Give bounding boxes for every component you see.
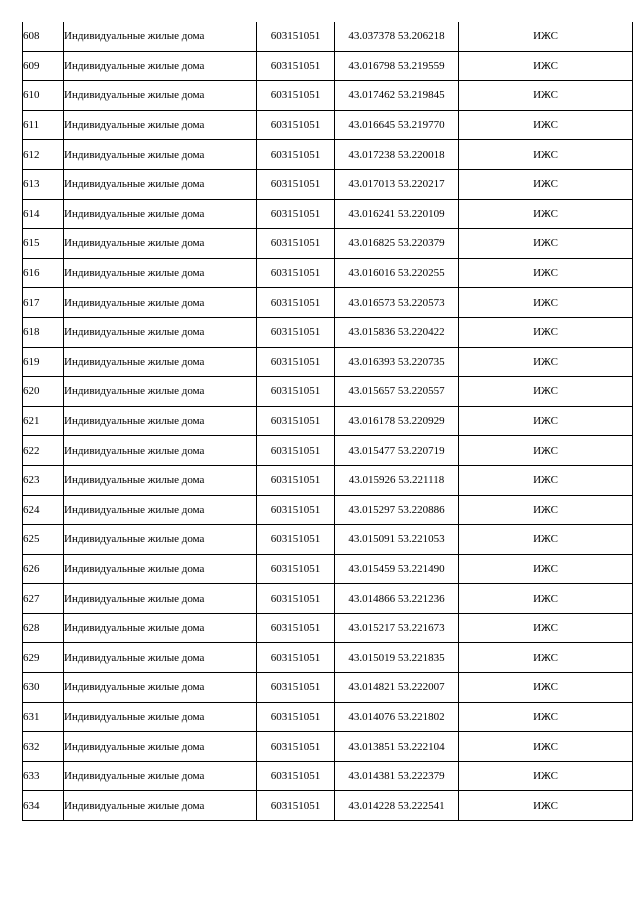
object-type-cell: Индивидуальные жилые дома	[64, 169, 257, 199]
object-type-cell: Индивидуальные жилые дома	[64, 584, 257, 614]
object-type-cell: Индивидуальные жилые дома	[64, 643, 257, 673]
code-cell: 603151051	[257, 613, 335, 643]
object-type-cell: Индивидуальные жилые дома	[64, 22, 257, 51]
category-cell: ИЖС	[459, 110, 633, 140]
row-number-cell: 628	[23, 613, 64, 643]
table-row	[23, 199, 633, 229]
coordinates-cell: 43.015459 53.221490	[335, 554, 459, 584]
coordinates-cell: 43.015657 53.220557	[335, 377, 459, 407]
coordinates-cell: 43.017462 53.219845	[335, 81, 459, 111]
code-cell: 603151051	[257, 317, 335, 347]
row-number-cell: 625	[23, 525, 64, 555]
object-type-cell: Индивидуальные жилые дома	[64, 791, 257, 821]
row-number-cell: 633	[23, 761, 64, 791]
category-cell: ИЖС	[459, 406, 633, 436]
row-number-cell: 614	[23, 199, 64, 229]
table-row	[23, 110, 633, 140]
coordinates-cell: 43.016825 53.220379	[335, 229, 459, 259]
category-cell: ИЖС	[459, 51, 633, 81]
code-cell: 603151051	[257, 140, 335, 170]
registry-table-body	[23, 22, 633, 821]
object-type-cell: Индивидуальные жилые дома	[64, 377, 257, 407]
coordinates-cell: 43.016016 53.220255	[335, 258, 459, 288]
row-number-cell: 619	[23, 347, 64, 377]
code-cell: 603151051	[257, 525, 335, 555]
row-number-cell: 627	[23, 584, 64, 614]
row-number-cell: 623	[23, 465, 64, 495]
code-cell: 603151051	[257, 169, 335, 199]
row-number-cell: 613	[23, 169, 64, 199]
code-cell: 603151051	[257, 702, 335, 732]
object-type-cell: Индивидуальные жилые дома	[64, 525, 257, 555]
row-number-cell: 616	[23, 258, 64, 288]
category-cell: ИЖС	[459, 169, 633, 199]
object-type-cell: Индивидуальные жилые дома	[64, 81, 257, 111]
object-type-cell: Индивидуальные жилые дома	[64, 702, 257, 732]
coordinates-cell: 43.015217 53.221673	[335, 613, 459, 643]
coordinates-cell: 43.017013 53.220217	[335, 169, 459, 199]
object-type-cell: Индивидуальные жилые дома	[64, 673, 257, 703]
row-number-cell: 626	[23, 554, 64, 584]
code-cell: 603151051	[257, 436, 335, 466]
object-type-cell: Индивидуальные жилые дома	[64, 347, 257, 377]
table-row	[23, 436, 633, 466]
object-type-cell: Индивидуальные жилые дома	[64, 761, 257, 791]
coordinates-cell: 43.015019 53.221835	[335, 643, 459, 673]
category-cell: ИЖС	[459, 140, 633, 170]
table-row	[23, 406, 633, 436]
category-cell: ИЖС	[459, 584, 633, 614]
row-number-cell: 615	[23, 229, 64, 259]
table-row	[23, 613, 633, 643]
row-number-cell: 622	[23, 436, 64, 466]
row-number-cell: 624	[23, 495, 64, 525]
object-type-cell: Индивидуальные жилые дома	[64, 554, 257, 584]
row-number-cell: 632	[23, 732, 64, 762]
category-cell: ИЖС	[459, 643, 633, 673]
table-row	[23, 791, 633, 821]
code-cell: 603151051	[257, 495, 335, 525]
object-type-cell: Индивидуальные жилые дома	[64, 732, 257, 762]
code-cell: 603151051	[257, 199, 335, 229]
object-type-cell: Индивидуальные жилые дома	[64, 495, 257, 525]
table-row	[23, 288, 633, 318]
category-cell: ИЖС	[459, 22, 633, 51]
category-cell: ИЖС	[459, 525, 633, 555]
row-number-cell: 620	[23, 377, 64, 407]
row-number-cell: 630	[23, 673, 64, 703]
coordinates-cell: 43.015477 53.220719	[335, 436, 459, 466]
category-cell: ИЖС	[459, 258, 633, 288]
coordinates-cell: 43.014381 53.222379	[335, 761, 459, 791]
category-cell: ИЖС	[459, 613, 633, 643]
coordinates-cell: 43.016798 53.219559	[335, 51, 459, 81]
table-row	[23, 169, 633, 199]
coordinates-cell: 43.016178 53.220929	[335, 406, 459, 436]
row-number-cell: 609	[23, 51, 64, 81]
coordinates-cell: 43.016393 53.220735	[335, 347, 459, 377]
coordinates-cell: 43.016241 53.220109	[335, 199, 459, 229]
category-cell: ИЖС	[459, 465, 633, 495]
coordinates-cell: 43.014228 53.222541	[335, 791, 459, 821]
table-row	[23, 702, 633, 732]
category-cell: ИЖС	[459, 673, 633, 703]
code-cell: 603151051	[257, 51, 335, 81]
coordinates-cell: 43.015297 53.220886	[335, 495, 459, 525]
object-type-cell: Индивидуальные жилые дома	[64, 258, 257, 288]
object-type-cell: Индивидуальные жилые дома	[64, 199, 257, 229]
category-cell: ИЖС	[459, 229, 633, 259]
code-cell: 603151051	[257, 554, 335, 584]
coordinates-cell: 43.015926 53.221118	[335, 465, 459, 495]
code-cell: 603151051	[257, 347, 335, 377]
coordinates-cell: 43.015836 53.220422	[335, 317, 459, 347]
table-row	[23, 317, 633, 347]
code-cell: 603151051	[257, 673, 335, 703]
coordinates-cell: 43.014076 53.221802	[335, 702, 459, 732]
object-type-cell: Индивидуальные жилые дома	[64, 110, 257, 140]
coordinates-cell: 43.015091 53.221053	[335, 525, 459, 555]
coordinates-cell: 43.014821 53.222007	[335, 673, 459, 703]
coordinates-cell: 43.013851 53.222104	[335, 732, 459, 762]
object-type-cell: Индивидуальные жилые дома	[64, 288, 257, 318]
row-number-cell: 611	[23, 110, 64, 140]
category-cell: ИЖС	[459, 317, 633, 347]
code-cell: 603151051	[257, 258, 335, 288]
object-type-cell: Индивидуальные жилые дома	[64, 140, 257, 170]
table-row	[23, 525, 633, 555]
object-type-cell: Индивидуальные жилые дома	[64, 317, 257, 347]
table-row	[23, 347, 633, 377]
table-row	[23, 140, 633, 170]
table-row	[23, 51, 633, 81]
code-cell: 603151051	[257, 732, 335, 762]
category-cell: ИЖС	[459, 732, 633, 762]
row-number-cell: 612	[23, 140, 64, 170]
code-cell: 603151051	[257, 465, 335, 495]
object-type-cell: Индивидуальные жилые дома	[64, 229, 257, 259]
table-row	[23, 673, 633, 703]
row-number-cell: 608	[23, 22, 64, 51]
code-cell: 603151051	[257, 377, 335, 407]
code-cell: 603151051	[257, 288, 335, 318]
category-cell: ИЖС	[459, 347, 633, 377]
object-type-cell: Индивидуальные жилые дома	[64, 51, 257, 81]
code-cell: 603151051	[257, 110, 335, 140]
code-cell: 603151051	[257, 22, 335, 51]
code-cell: 603151051	[257, 643, 335, 673]
table-row	[23, 22, 633, 51]
row-number-cell: 617	[23, 288, 64, 318]
table-row	[23, 732, 633, 762]
table-row	[23, 761, 633, 791]
code-cell: 603151051	[257, 81, 335, 111]
table-row	[23, 584, 633, 614]
category-cell: ИЖС	[459, 761, 633, 791]
code-cell: 603151051	[257, 761, 335, 791]
row-number-cell: 634	[23, 791, 64, 821]
table-row	[23, 229, 633, 259]
table-row	[23, 465, 633, 495]
row-number-cell: 618	[23, 317, 64, 347]
row-number-cell: 629	[23, 643, 64, 673]
category-cell: ИЖС	[459, 495, 633, 525]
code-cell: 603151051	[257, 229, 335, 259]
category-cell: ИЖС	[459, 377, 633, 407]
coordinates-cell: 43.037378 53.206218	[335, 22, 459, 51]
category-cell: ИЖС	[459, 288, 633, 318]
object-type-cell: Индивидуальные жилые дома	[64, 613, 257, 643]
registry-table	[22, 22, 633, 821]
category-cell: ИЖС	[459, 554, 633, 584]
table-row	[23, 643, 633, 673]
object-type-cell: Индивидуальные жилые дома	[64, 436, 257, 466]
table-row	[23, 81, 633, 111]
table-row	[23, 495, 633, 525]
row-number-cell: 631	[23, 702, 64, 732]
coordinates-cell: 43.016573 53.220573	[335, 288, 459, 318]
table-row	[23, 554, 633, 584]
row-number-cell: 610	[23, 81, 64, 111]
coordinates-cell: 43.017238 53.220018	[335, 140, 459, 170]
category-cell: ИЖС	[459, 791, 633, 821]
category-cell: ИЖС	[459, 81, 633, 111]
table-row	[23, 258, 633, 288]
code-cell: 603151051	[257, 791, 335, 821]
object-type-cell: Индивидуальные жилые дома	[64, 406, 257, 436]
category-cell: ИЖС	[459, 199, 633, 229]
category-cell: ИЖС	[459, 702, 633, 732]
table-row	[23, 377, 633, 407]
category-cell: ИЖС	[459, 436, 633, 466]
code-cell: 603151051	[257, 584, 335, 614]
code-cell: 603151051	[257, 406, 335, 436]
row-number-cell: 621	[23, 406, 64, 436]
coordinates-cell: 43.016645 53.219770	[335, 110, 459, 140]
coordinates-cell: 43.014866 53.221236	[335, 584, 459, 614]
object-type-cell: Индивидуальные жилые дома	[64, 465, 257, 495]
